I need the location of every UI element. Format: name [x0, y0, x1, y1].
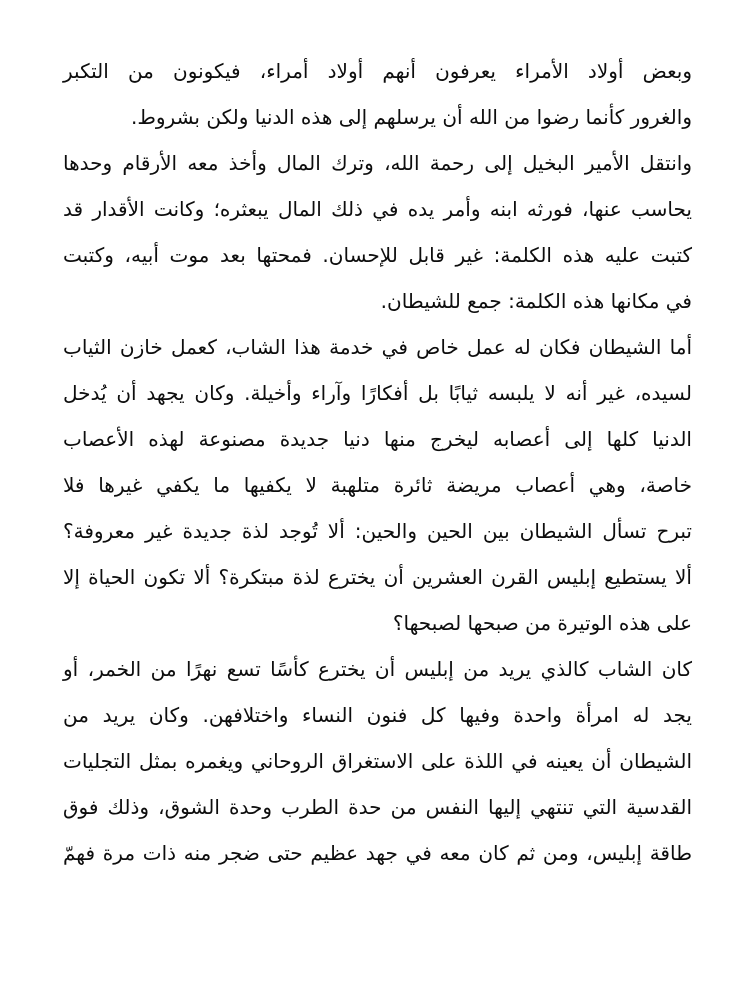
text-line: والغرور كأنما رضوا من الله أن يرسلهم إلى هذه الدنيا ولكن بشروط.	[131, 105, 692, 129]
text-line: على هذه الوتيرة من صبحها لصبحها؟	[392, 611, 692, 635]
text-line: خاصة، وهي أعصاب مريضة ثائرة متلهبة لا يكفيها ما يكفي غيرها فلا	[63, 473, 692, 497]
text-line: لسيده، غير أنه لا يلبسه ثيابًا بل أفكارًا وآراء وأخيلة. وكان يجهد أن يُدخل	[63, 381, 692, 405]
text-line: القدسية التي تنتهي إليها النفس من حدة الطرب وحدة الشوق، وذلك فوق	[63, 795, 692, 819]
text-line: كتبت عليه هذه الكلمة: غير قابل للإحسان. فمحتها بعد موت أبيه، وكتبت	[63, 243, 692, 267]
text-line: وانتقل الأمير البخيل إلى رحمة الله، وترك المال وأخذ معه الأرقام وحدها	[63, 151, 692, 175]
text-line: أما الشيطان فكان له عمل خاص في خدمة هذا الشاب، كعمل خازن الثياب	[63, 335, 692, 359]
text-line: الشيطان أن يعينه في اللذة على الاستغراق الروحاني ويغمره بمثل التجليات	[63, 749, 692, 773]
text-line: ألا يستطيع إبليس القرن العشرين أن يخترع لذة مبتكرة؟ ألا تكون الحياة إلا	[63, 565, 692, 589]
text-line: تبرح تسأل الشيطان بين الحين والحين: ألا تُوجد لذة جديدة غير معروفة؟	[63, 519, 692, 543]
text-line: يجد له امرأة واحدة وفيها كل فنون النساء واختلافهن. وكان يريد من	[63, 703, 692, 727]
text-line: الدنيا كلها إلى أعصابه ليخرج منها دنيا جديدة مصنوعة لهذه الأعصاب	[63, 427, 692, 451]
text-line: يحاسب عنها، فورثه ابنه وأمر يده في ذلك المال يبعثره؛ وكانت الأقدار قد	[63, 197, 692, 221]
text-block	[63, 48, 692, 876]
text-line: طاقة إبليس، ومن ثم كان معه في جهد عظيم حتى ضجر منه ذات مرة فهمّ	[63, 841, 692, 865]
text-line: في مكانها هذه الكلمة: جمع للشيطان.	[380, 289, 692, 313]
text-line: وبعض أولاد الأمراء يعرفون أنهم أولاد أمراء، فيكونون من التكبر	[63, 59, 692, 83]
text-line: كان الشاب كالذي يريد من إبليس أن يخترع كأسًا تسع نهرًا من الخمر، أو	[63, 657, 692, 681]
